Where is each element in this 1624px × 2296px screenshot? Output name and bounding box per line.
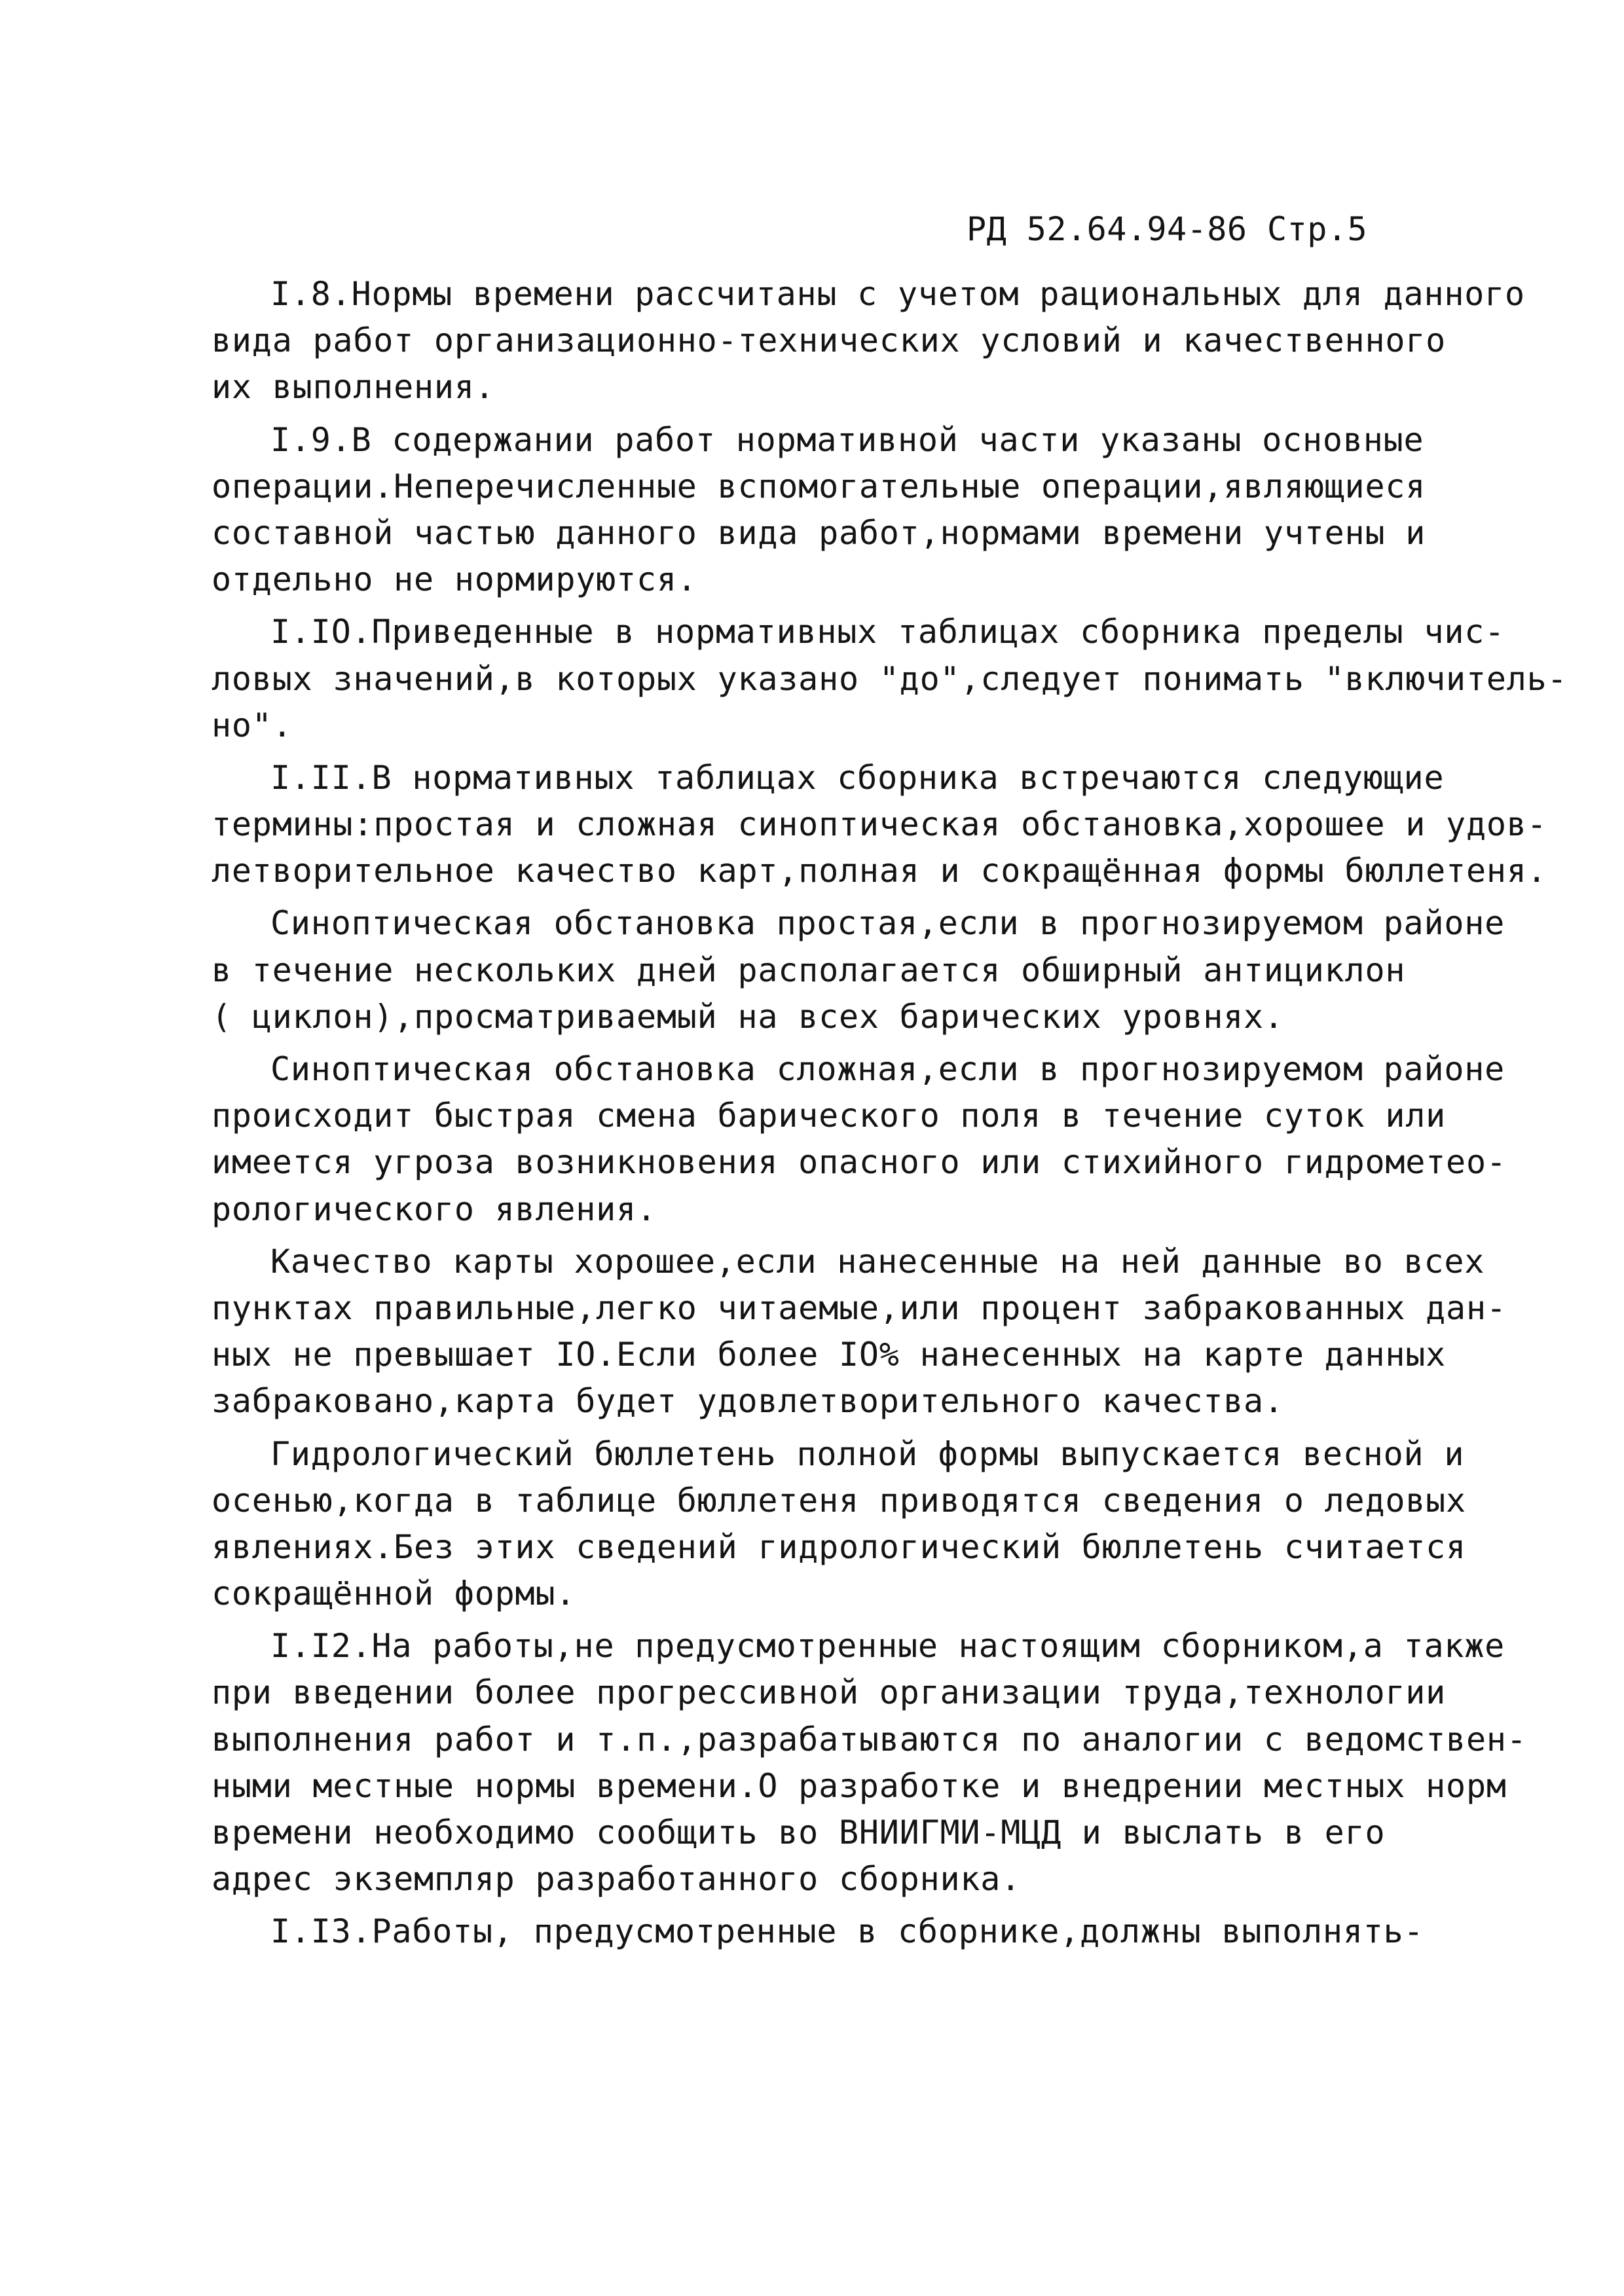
- paragraph-gap: [212, 1617, 1443, 1623]
- text-line: ных не превышает IO.Если более IO% нанесенных на карте данных: [212, 1336, 1447, 1374]
- text-line: ( циклон),просматриваемый на всех барических уровнях.: [212, 997, 1284, 1036]
- text-line: выполнения работ и т.п.,разрабатываются по аналогии с ведомствен-: [212, 1720, 1527, 1758]
- text-line: I.I2.На работы,не предусмотренные настоящим сборником,а также: [270, 1627, 1505, 1666]
- paragraph: [212, 417, 1443, 604]
- text-line: I.8.Нормы времени рассчитаны с учетом рациональных для данного: [270, 275, 1525, 313]
- paragraph: [212, 755, 1547, 895]
- text-line: времени необходимо сообщить во ВНИИГМИ-МЦД и выслать в его: [212, 1813, 1386, 1851]
- text-line: отдельно не нормируются.: [212, 560, 697, 599]
- document-body: [212, 271, 1568, 1956]
- text-line: имеется угроза возникновения опасного или стихийного гидрометео-: [212, 1143, 1507, 1182]
- text-line: рологического явления.: [212, 1190, 657, 1228]
- text-line: в течение нескольких дней располагается обширный антициклон: [212, 951, 1406, 989]
- text-line: Синоптическая обстановка простая,если в прогнозируемом районе: [270, 904, 1505, 943]
- text-line: I.IO.Приведенные в нормативных таблицах сборника пределы чис-: [270, 613, 1505, 651]
- paragraph-gap: [212, 411, 1443, 417]
- paragraph: [212, 1046, 1507, 1233]
- text-line: I.I3.Работы, предусмотренные в сборнике,должны выполнять-: [270, 1912, 1424, 1951]
- text-line: летворительное качество карт,полная и сокращённая формы бюллетеня.: [212, 852, 1547, 890]
- text-line: адрес экземпляр разработанного сборника.: [212, 1860, 1022, 1899]
- paragraph: [212, 271, 1525, 411]
- paragraph-gap: [212, 1425, 1443, 1431]
- text-line: операции.Неперечисленные вспомогательные операции,являющиеся: [212, 467, 1426, 505]
- paragraph-gap: [212, 1903, 1443, 1908]
- text-line: Качество карты хорошее,если нанесенные на ней данные во всех: [270, 1242, 1485, 1281]
- text-line: пунктах правильные,легко читаемые,или процент забракованных дан-: [212, 1288, 1507, 1327]
- paragraph: [212, 1431, 1466, 1618]
- paragraph-gap: [212, 749, 1443, 755]
- text-line: Синоптическая обстановка сложная,если в прогнозируемом районе: [270, 1050, 1505, 1088]
- paragraph-gap: [212, 1040, 1443, 1046]
- text-line: их выполнения.: [212, 368, 495, 407]
- text-line: вида работ организационно-технических условий и качественного: [212, 321, 1447, 360]
- text-line: I.9.В содержании работ нормативной части указаны основные: [270, 420, 1424, 459]
- text-line: ными местные нормы времени.О разработке и внедрении местных норм: [212, 1766, 1507, 1805]
- paragraph: [212, 900, 1505, 1040]
- text-line: термины:простая и сложная синоптическая обстановка,хорошее и удов-: [212, 805, 1547, 844]
- text-line: Гидрологический бюллетень полной формы выпускается весной и: [270, 1434, 1465, 1473]
- text-line: забраковано,карта будет удовлетворительного качества.: [212, 1382, 1284, 1421]
- paragraph: [212, 1239, 1507, 1425]
- document-header: РД 52.64.94-86 Стр.5: [967, 210, 1368, 248]
- text-line: ловых значений,в которых указано "до",следует понимать "включитель-: [212, 659, 1568, 698]
- text-line: осенью,когда в таблице бюллетеня приводятся сведения о ледовых: [212, 1481, 1466, 1520]
- text-line: при введении более прогрессивной организации труда,технологии: [212, 1673, 1447, 1712]
- paragraph: [212, 609, 1568, 749]
- paragraph-gap: [212, 1233, 1443, 1239]
- text-line: составной частью данного вида работ,нормами времени учтены и: [212, 513, 1426, 552]
- paragraph: [212, 1908, 1443, 1955]
- paragraph-gap: [212, 603, 1443, 609]
- text-line: но".: [212, 706, 293, 744]
- text-line: явлениях.Без этих сведений гидрологический бюллетень считается: [212, 1527, 1466, 1566]
- paragraph: [212, 1623, 1527, 1903]
- text-line: происходит быстрая смена барического поля в течение суток или: [212, 1097, 1447, 1135]
- text-line: сокращённой формы.: [212, 1575, 576, 1613]
- text-line: I.II.В нормативных таблицах сборника встречаются следующие: [270, 758, 1445, 797]
- paragraph-gap: [212, 894, 1443, 900]
